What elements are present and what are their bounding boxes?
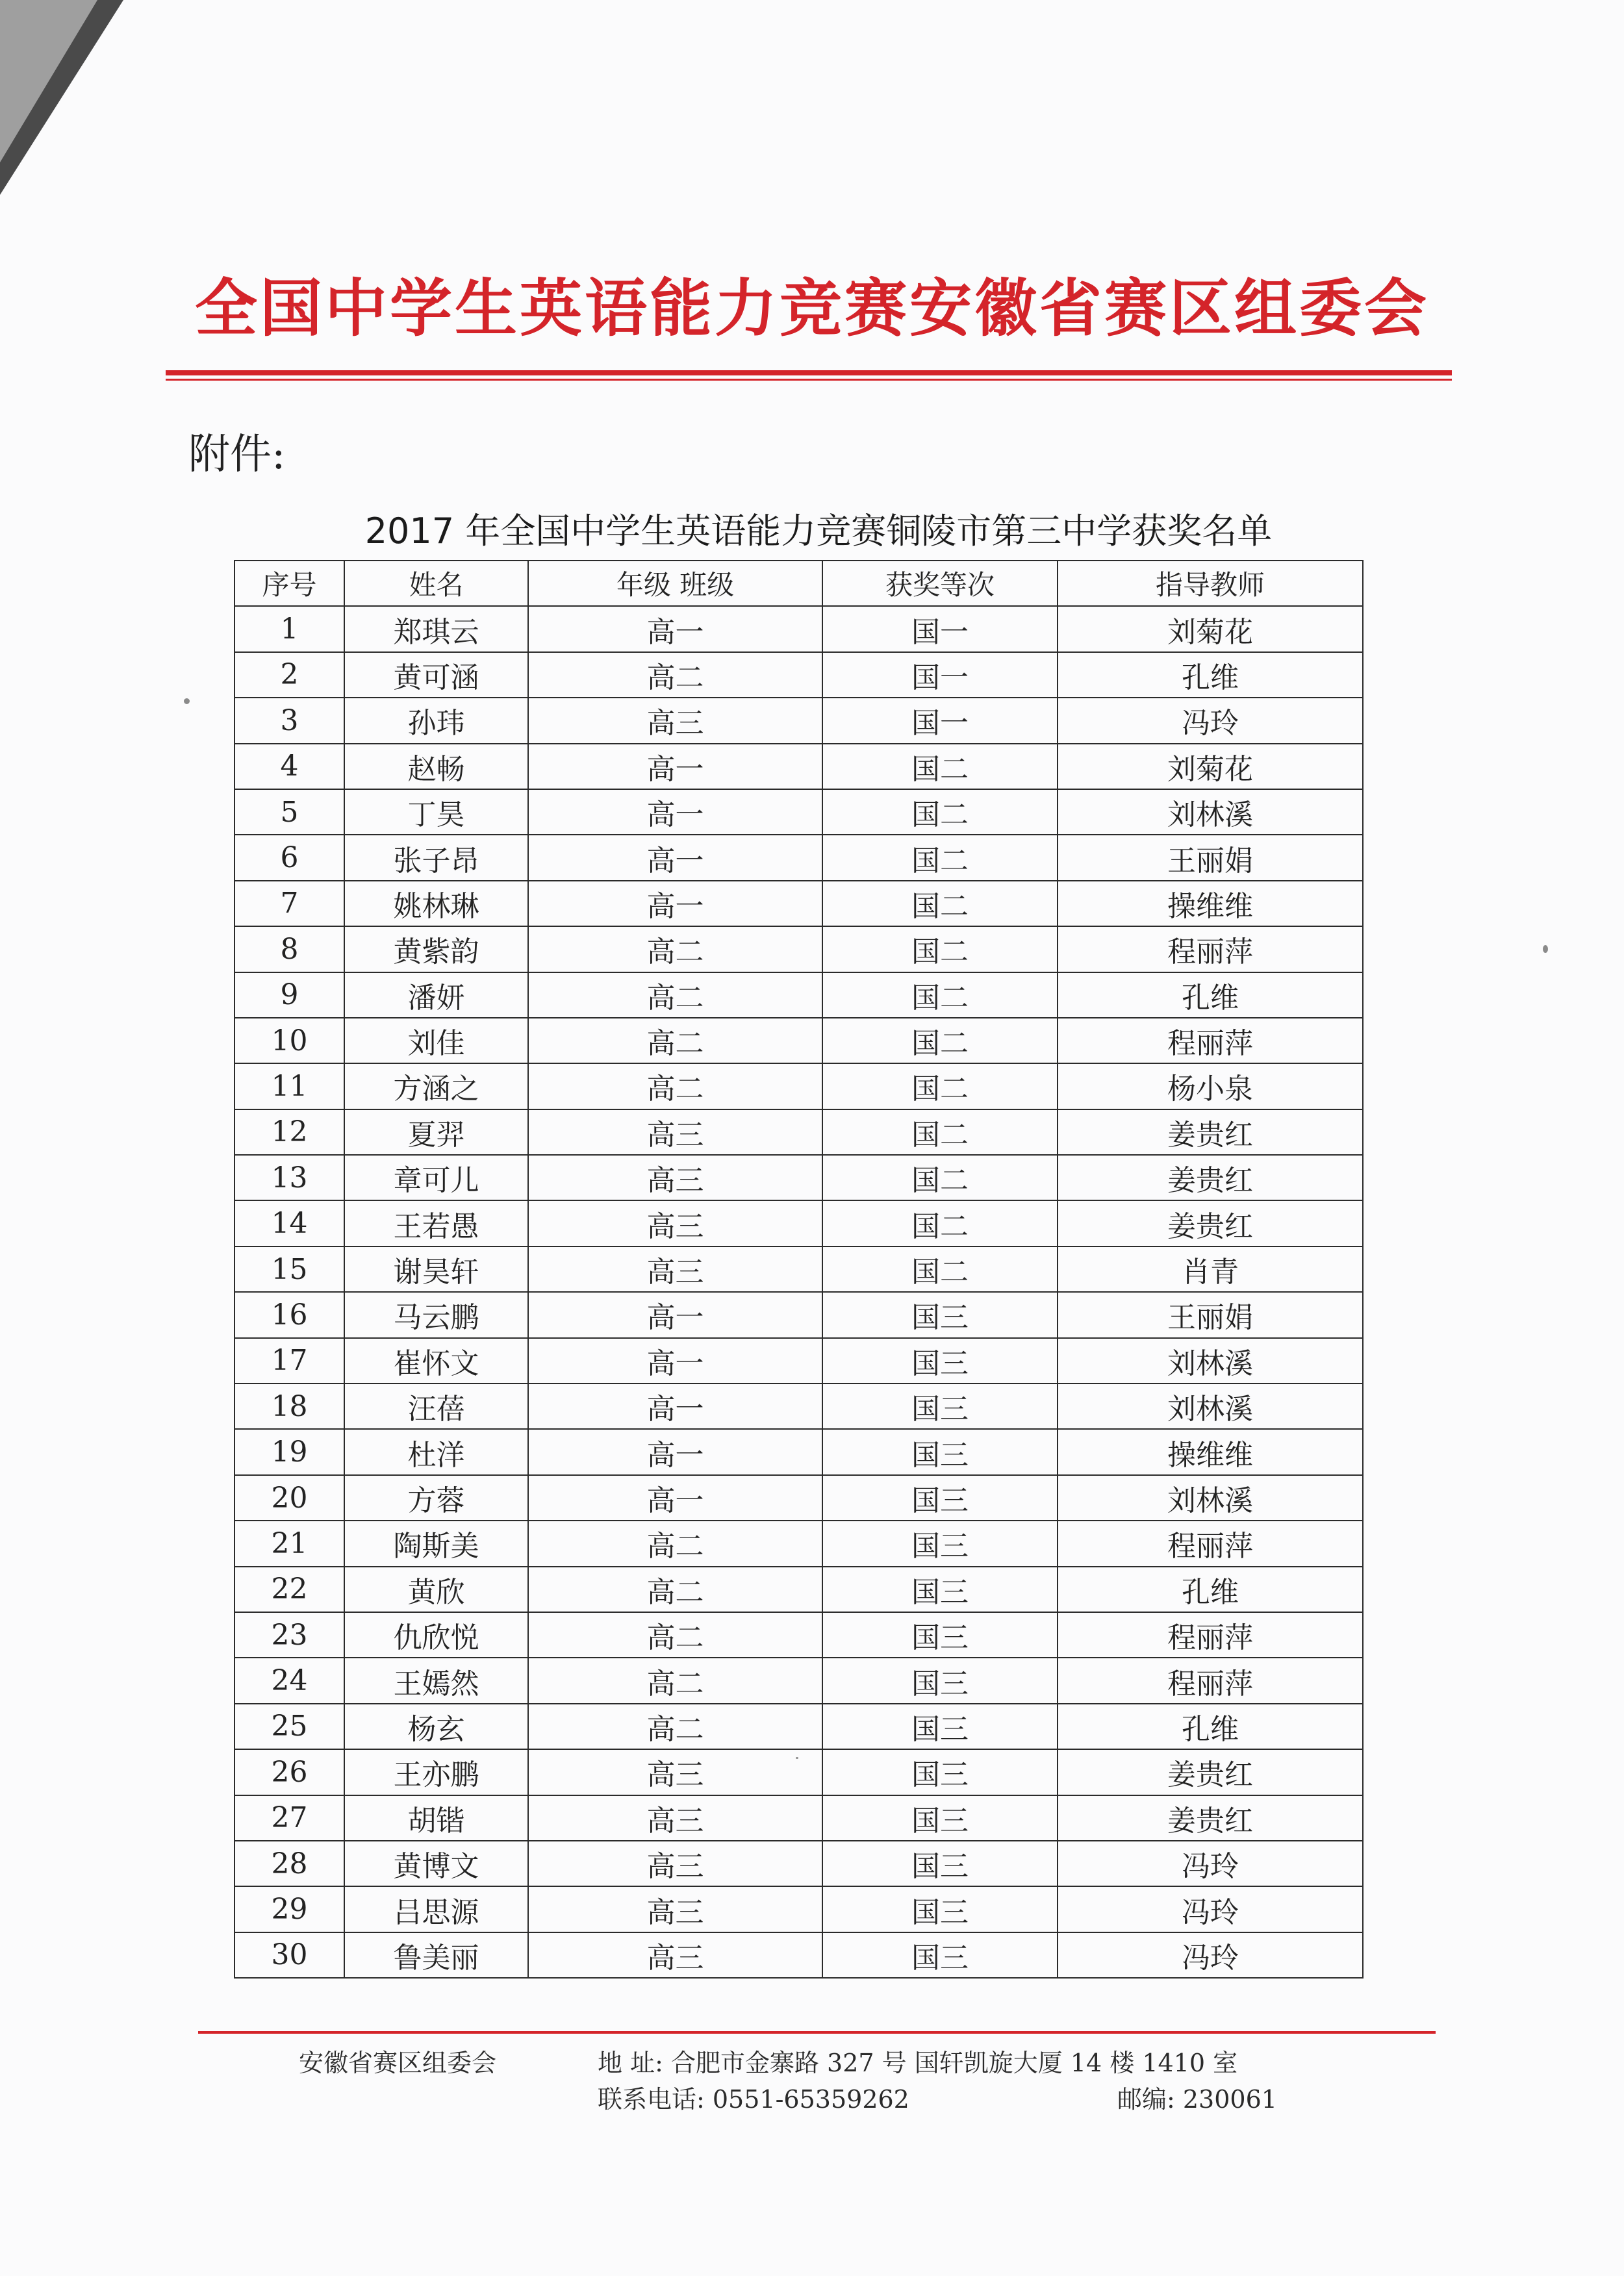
letterhead-title: 全国中学生英语能力竞赛安徽省赛区组委会: [195, 272, 1429, 345]
header-award-level: 获奖等次: [822, 561, 1058, 606]
cell-name: 杜洋: [344, 1429, 528, 1474]
cell-teacher: 操维维: [1058, 1429, 1363, 1474]
cell-teacher: 冯玲: [1058, 1841, 1363, 1886]
cell-grade: 高二: [528, 1704, 822, 1749]
cell-teacher: 姜贵红: [1058, 1155, 1363, 1200]
cell-award-level: 国二: [822, 926, 1058, 972]
cell-grade: 高一: [528, 1384, 822, 1429]
cell-teacher: 程丽萍: [1058, 1658, 1363, 1703]
cell-index: 16: [235, 1292, 344, 1337]
cell-grade: 高三: [528, 698, 822, 743]
cell-award-level: 国二: [822, 1109, 1058, 1155]
cell-award-level: 国三: [822, 1795, 1058, 1841]
cell-name: 王若愚: [344, 1200, 528, 1246]
cell-grade: 高二: [528, 1063, 822, 1109]
cell-name: 杨玄: [344, 1704, 528, 1749]
cell-award-level: 国一: [822, 606, 1058, 651]
cell-award-level: 国二: [822, 972, 1058, 1018]
cell-index: 3: [235, 698, 344, 743]
cell-teacher: 姜贵红: [1058, 1749, 1363, 1795]
cell-index: 22: [235, 1567, 344, 1612]
cell-award-level: 国三: [822, 1475, 1058, 1521]
footer-org-name: 安徽省赛区组委会: [299, 2049, 497, 2077]
cell-name: 马云鹏: [344, 1292, 528, 1337]
cell-award-level: 国三: [822, 1338, 1058, 1384]
cell-name: 王亦鹏: [344, 1749, 528, 1795]
cell-name: 潘妍: [344, 972, 528, 1018]
cell-teacher: 程丽萍: [1058, 926, 1363, 972]
cell-name: 方蓉: [344, 1475, 528, 1521]
table-row: [235, 698, 1363, 743]
cell-teacher: 刘林溪: [1058, 1338, 1363, 1384]
table-row: [235, 1704, 1363, 1749]
scan-speck: [796, 1757, 798, 1759]
cell-name: 吕思源: [344, 1886, 528, 1932]
cell-name: 夏羿: [344, 1109, 528, 1155]
table-row: [235, 1886, 1363, 1932]
table-row: [235, 789, 1363, 835]
cell-index: 26: [235, 1749, 344, 1795]
cell-teacher: 姜贵红: [1058, 1795, 1363, 1841]
cell-award-level: 国三: [822, 1841, 1058, 1886]
cell-index: 5: [235, 789, 344, 835]
table-row: [235, 1200, 1363, 1246]
cell-index: 1: [235, 606, 344, 651]
cell-name: 方涵之: [344, 1063, 528, 1109]
cell-index: 9: [235, 972, 344, 1018]
scan-speck: [184, 698, 190, 704]
cell-grade: 高二: [528, 1567, 822, 1612]
table-row: [235, 1018, 1363, 1063]
cell-index: 24: [235, 1658, 344, 1703]
cell-name: 张子昂: [344, 835, 528, 880]
cell-index: 21: [235, 1521, 344, 1566]
cell-name: 刘佳: [344, 1018, 528, 1063]
table-row: [235, 1109, 1363, 1155]
cell-award-level: 国三: [822, 1612, 1058, 1658]
cell-award-level: 国一: [822, 698, 1058, 743]
cell-name: 孙玮: [344, 698, 528, 743]
cell-grade: 高一: [528, 1338, 822, 1384]
cell-teacher: 王丽娟: [1058, 1292, 1363, 1337]
cell-grade: 高一: [528, 1292, 822, 1337]
cell-award-level: 国三: [822, 1521, 1058, 1566]
cell-award-level: 国三: [822, 1886, 1058, 1932]
cell-index: 12: [235, 1109, 344, 1155]
cell-grade: 高二: [528, 1018, 822, 1063]
table-row: [235, 881, 1363, 926]
header-teacher: 指导教师: [1058, 561, 1363, 606]
cell-teacher: 冯玲: [1058, 1932, 1363, 1978]
cell-name: 鲁美丽: [344, 1932, 528, 1978]
cell-index: 7: [235, 881, 344, 926]
footer-rule: [198, 2031, 1436, 2034]
cell-grade: 高一: [528, 606, 822, 651]
table-title: 2017 年全国中学生英语能力竞赛铜陵市第三中学获奖名单: [364, 511, 1273, 551]
cell-award-level: 国二: [822, 835, 1058, 880]
cell-grade: 高一: [528, 881, 822, 926]
cell-teacher: 孔维: [1058, 972, 1363, 1018]
cell-name: 郑琪云: [344, 606, 528, 651]
cell-teacher: 刘林溪: [1058, 1475, 1363, 1521]
cell-teacher: 刘菊花: [1058, 606, 1363, 651]
cell-grade: 高一: [528, 835, 822, 880]
cell-award-level: 国三: [822, 1384, 1058, 1429]
table-header-row: [235, 561, 1363, 606]
table-row: [235, 1063, 1363, 1109]
cell-index: 30: [235, 1932, 344, 1978]
cell-name: 章可儿: [344, 1155, 528, 1200]
letterhead-rule: [166, 370, 1452, 375]
footer-phone: 联系电话: 0551-65359262: [598, 2085, 909, 2114]
cell-name: 胡锴: [344, 1795, 528, 1841]
cell-teacher: 杨小泉: [1058, 1063, 1363, 1109]
cell-award-level: 国三: [822, 1704, 1058, 1749]
cell-name: 姚林琳: [344, 881, 528, 926]
table-row: [235, 1795, 1363, 1841]
cell-grade: 高三: [528, 1155, 822, 1200]
cell-teacher: 姜贵红: [1058, 1200, 1363, 1246]
cell-award-level: 国三: [822, 1932, 1058, 1978]
table-row: [235, 606, 1363, 651]
cell-grade: 高二: [528, 1658, 822, 1703]
page-corner-fold-shade: [0, 0, 97, 162]
cell-index: 29: [235, 1886, 344, 1932]
cell-grade: 高二: [528, 1521, 822, 1566]
attachment-label: 附件:: [188, 431, 286, 479]
cell-index: 8: [235, 926, 344, 972]
cell-name: 王嫣然: [344, 1658, 528, 1703]
cell-index: 15: [235, 1246, 344, 1292]
table-row: [235, 1292, 1363, 1337]
cell-teacher: 孔维: [1058, 652, 1363, 698]
footer-address: 地 址: 合肥市金寨路 327 号 国轩凯旋大厦 14 楼 1410 室: [598, 2049, 1238, 2077]
cell-name: 丁昊: [344, 789, 528, 835]
table-row: [235, 1567, 1363, 1612]
cell-grade: 高三: [528, 1109, 822, 1155]
cell-grade: 高三: [528, 1841, 822, 1886]
cell-index: 27: [235, 1795, 344, 1841]
cell-grade: 高一: [528, 789, 822, 835]
cell-teacher: 刘林溪: [1058, 1384, 1363, 1429]
cell-teacher: 冯玲: [1058, 1886, 1363, 1932]
cell-teacher: 程丽萍: [1058, 1018, 1363, 1063]
cell-index: 19: [235, 1429, 344, 1474]
cell-grade: 高三: [528, 1932, 822, 1978]
cell-index: 2: [235, 652, 344, 698]
cell-index: 18: [235, 1384, 344, 1429]
cell-index: 10: [235, 1018, 344, 1063]
scan-speck: [1543, 945, 1548, 953]
cell-award-level: 国二: [822, 1200, 1058, 1246]
footer-postcode: 邮编: 230061: [1117, 2085, 1277, 2114]
cell-name: 汪蓓: [344, 1384, 528, 1429]
cell-index: 23: [235, 1612, 344, 1658]
table-row: [235, 1155, 1363, 1200]
cell-award-level: 国三: [822, 1567, 1058, 1612]
cell-name: 黄紫韵: [344, 926, 528, 972]
cell-grade: 高二: [528, 972, 822, 1018]
cell-name: 赵畅: [344, 744, 528, 789]
cell-teacher: 刘菊花: [1058, 744, 1363, 789]
cell-award-level: 国二: [822, 1246, 1058, 1292]
cell-index: 25: [235, 1704, 344, 1749]
cell-index: 11: [235, 1063, 344, 1109]
cell-grade: 高三: [528, 1749, 822, 1795]
table-row: [235, 1841, 1363, 1886]
header-name: 姓名: [344, 561, 528, 606]
table-row: [235, 1932, 1363, 1978]
table-row: [235, 1749, 1363, 1795]
cell-teacher: 程丽萍: [1058, 1612, 1363, 1658]
cell-name: 陶斯美: [344, 1521, 528, 1566]
cell-award-level: 国三: [822, 1749, 1058, 1795]
table-body: [235, 606, 1363, 1978]
table-row: [235, 1521, 1363, 1566]
cell-name: 黄欣: [344, 1567, 528, 1612]
table-row: [235, 1658, 1363, 1703]
cell-index: 14: [235, 1200, 344, 1246]
cell-teacher: 冯玲: [1058, 698, 1363, 743]
cell-index: 28: [235, 1841, 344, 1886]
cell-name: 黄可涵: [344, 652, 528, 698]
table-row: [235, 744, 1363, 789]
cell-teacher: 程丽萍: [1058, 1521, 1363, 1566]
table-row: [235, 1475, 1363, 1521]
cell-award-level: 国三: [822, 1658, 1058, 1703]
cell-index: 6: [235, 835, 344, 880]
cell-teacher: 姜贵红: [1058, 1109, 1363, 1155]
table-row: [235, 835, 1363, 880]
cell-teacher: 孔维: [1058, 1567, 1363, 1612]
cell-teacher: 肖青: [1058, 1246, 1363, 1292]
cell-award-level: 国二: [822, 789, 1058, 835]
cell-index: 20: [235, 1475, 344, 1521]
cell-index: 4: [235, 744, 344, 789]
cell-grade: 高二: [528, 1612, 822, 1658]
table-row: [235, 652, 1363, 698]
cell-grade: 高三: [528, 1200, 822, 1246]
cell-award-level: 国一: [822, 652, 1058, 698]
cell-teacher: 王丽娟: [1058, 835, 1363, 880]
cell-grade: 高三: [528, 1886, 822, 1932]
cell-index: 13: [235, 1155, 344, 1200]
cell-award-level: 国二: [822, 744, 1058, 789]
cell-award-level: 国三: [822, 1429, 1058, 1474]
cell-grade: 高三: [528, 1795, 822, 1841]
cell-name: 崔怀文: [344, 1338, 528, 1384]
cell-name: 谢昊轩: [344, 1246, 528, 1292]
header-index: 序号: [235, 561, 344, 606]
cell-name: 黄博文: [344, 1841, 528, 1886]
cell-grade: 高三: [528, 1246, 822, 1292]
table-row: [235, 1246, 1363, 1292]
cell-teacher: 操维维: [1058, 881, 1363, 926]
table-row: [235, 926, 1363, 972]
cell-grade: 高二: [528, 926, 822, 972]
cell-teacher: 孔维: [1058, 1704, 1363, 1749]
cell-award-level: 国二: [822, 1018, 1058, 1063]
table-row: [235, 1338, 1363, 1384]
table-row: [235, 1612, 1363, 1658]
table-row: [235, 1384, 1363, 1429]
cell-award-level: 国二: [822, 881, 1058, 926]
table-row: [235, 1429, 1363, 1474]
cell-award-level: 国二: [822, 1155, 1058, 1200]
cell-index: 17: [235, 1338, 344, 1384]
award-table: [234, 560, 1364, 1979]
header-grade: 年级 班级: [528, 561, 822, 606]
cell-award-level: 国三: [822, 1292, 1058, 1337]
cell-grade: 高一: [528, 744, 822, 789]
cell-award-level: 国二: [822, 1063, 1058, 1109]
cell-grade: 高二: [528, 652, 822, 698]
table-row: [235, 972, 1363, 1018]
letterhead-rule-thin: [166, 379, 1452, 381]
cell-grade: 高一: [528, 1475, 822, 1521]
cell-teacher: 刘林溪: [1058, 789, 1363, 835]
cell-name: 仇欣悦: [344, 1612, 528, 1658]
cell-grade: 高一: [528, 1429, 822, 1474]
